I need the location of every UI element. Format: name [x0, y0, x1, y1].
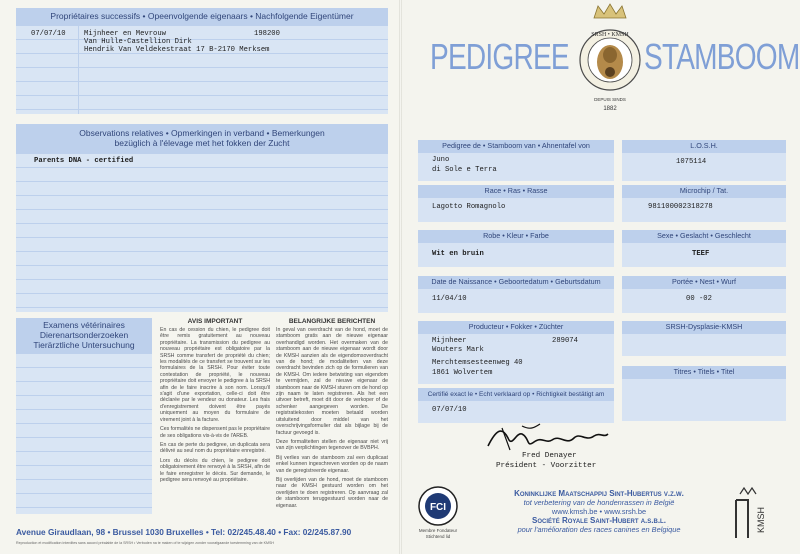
owners-table — [16, 26, 388, 114]
page-fold — [399, 0, 402, 554]
fci-caption-2: Stichtend lid — [425, 534, 451, 539]
birth-label: Date de Naissance • Geboortedatum • Geburtsdatum — [418, 276, 614, 289]
fci-caption-1: Membre Fondateur — [418, 528, 458, 533]
titles-label: Titres • Titels • Titel — [622, 366, 786, 379]
avis-important-title: AVIS IMPORTANT — [187, 318, 243, 325]
sexe-label: Sexe • Geslacht • Geschlecht — [622, 230, 786, 243]
president-signature-icon — [482, 420, 612, 456]
crest-ring-text: SRSH • KMSH — [591, 32, 629, 38]
fci-logo-icon — [418, 486, 458, 526]
avis-paragraph-1: En cas de cession du chien, le pedigree doit être remis gratuitement au nouveau propriétaire. La transmission du pedigree au nouveau propriétaire est obligatoire par la SRSH comme transfert de propriété du chien; les modalités de ce transfert se trouvent sur les formulaires de la SRSH. Pour éviter toute contestation de propriété, le nouveau propriétaire doit envoyer le pedigree à la SRSH afin de le faire inscrire à son nom. Lorsqu'il s'agit d'une exportation, celle-ci doit être déclarée par le vendeur ou donateur. Les frais d'enregistrement doivent être payés uniquement au moyen du formulaire de virement joint à la facture. — [160, 327, 270, 423]
dog-name-line-2: di Sole e Terra — [432, 166, 497, 174]
owner-number: 198200 — [254, 30, 280, 38]
title-pedigree: PEDIGREE — [430, 36, 569, 77]
society-line-2: tot verbetering van de hondenrassen in België — [523, 498, 675, 507]
microchip-label: Microchip / Tat. — [622, 185, 786, 198]
crest-motto: DEPUIS SINDS — [594, 97, 626, 102]
producer-label: Producteur • Fokker • Züchter — [418, 321, 614, 334]
society-line-3: www.kmsh.be • www.srsh.be — [551, 507, 647, 516]
dog-name-line-1: Juno — [432, 156, 450, 164]
owners-date-column — [78, 26, 79, 114]
belangrijke-berichten-title: BELANGRIJKE BERICHTEN — [288, 318, 376, 325]
birth-value: 11/04/10 — [432, 295, 467, 303]
producer-line-2: Wouters Mark — [432, 346, 484, 354]
portee-label: Portée • Nest • Wurf — [622, 276, 786, 289]
kmsh-logo-icon — [726, 486, 782, 542]
avis-paragraph-3: En cas de perte du pedigree, un duplicata sera délivré au seul nom du propriétaire enregistré. — [160, 441, 270, 455]
fine-print: Reproduction et modification interdites sans accord préalable de la SRSH • Verboden na te maken of te wijzigen zonder voorafgaande toestemming van de KMSH — [16, 541, 274, 545]
producer-line-3: Merchtemsesteenweg 40 — [432, 359, 523, 367]
crest-year: 1882 — [603, 106, 617, 112]
owner-line-1: Mijnheer en Mevrouw — [84, 30, 166, 38]
portee-value: 00 -02 — [686, 295, 712, 303]
losh-value: 1075114 — [676, 158, 707, 166]
belangrijke-berichten-text — [276, 327, 388, 517]
avis-important-text — [160, 327, 270, 517]
fci-text: FCI — [429, 502, 447, 513]
exams-table — [16, 354, 152, 514]
dysplasia-label: SRSH-Dysplasie-KMSH — [622, 321, 786, 334]
observations-header: Observations relatives • Opmerkingen in verband • Bemerkungen bezüglich à l'élevage met het fokken der Zucht — [16, 124, 388, 154]
signatory-name: Fred Denayer — [522, 452, 577, 460]
certified-value: 07/07/10 — [432, 406, 467, 414]
srsh-crest-icon — [576, 2, 644, 120]
dysplasia-box — [622, 334, 786, 356]
owner-line-2: Van Hulle-Castellion Dirk — [84, 38, 192, 46]
belang-paragraph-2: Deze formaliteiten stellen de eigenaar niet vrij van zijn verplichtingen tegenover de BVBPH. — [276, 438, 388, 452]
sexe-value: TEEF — [692, 250, 710, 258]
avis-paragraph-4: Lors du décès du chien, le pedigree doit obligatoirement être renvoyé à la SRSH, afin de le faire enregistrer le décès. Sur demande, le pedigree sera renvoyé au propriétaire. — [160, 457, 270, 483]
race-value: Lagotto Romagnolo — [432, 203, 506, 211]
producer-line-1: Mijnheer — [432, 337, 467, 345]
signatory-role: Président - Voorzitter — [496, 462, 597, 470]
owner-line-3: Hendrik Van Veldekestraat 17 B-2170 Merksem — [84, 46, 270, 54]
owner-date: 07/07/10 — [31, 30, 66, 38]
title-stamboom: STAMBOOM — [644, 36, 800, 77]
society-text — [474, 489, 724, 534]
belang-paragraph-3: Bij verlies van de stamboom zal een duplicaat enkel kunnen ingeschreven worden op de naam van de geregistreerde eigenaar. — [276, 454, 388, 474]
producer-number: 289074 — [552, 337, 578, 345]
microchip-value: 981100002318278 — [648, 203, 713, 211]
society-line-5: pour l'amélioration des races canines en Belgique — [517, 525, 681, 534]
belang-paragraph-4: Bij overlijden van de hond, moet de stamboom naar de KMSH gestuurd worden om het overlijden te doen registreren. Op aanvraag zal de stamboom teruggestuurd worden naar de eigenaar. — [276, 476, 388, 509]
observations-table — [16, 154, 388, 312]
address-line: Avenue Giraudlaan, 98 • Brussel 1030 Bruxelles • Tel: 02/245.48.40 • Fax: 02/245.87.90 — [16, 527, 352, 537]
titles-box — [622, 379, 786, 421]
belang-paragraph-1: In geval van overdracht van de hond, moet de stamboom gratis aan de nieuwe eigenaar overhandigd worden. Het overmaken van de stamboom aan de nieuwe eigenaar wordt door de KMSH aanzien als de eigendomsoverdracht van de hond; de modaliteiten van deze overdracht bevinden zich op de formulieren van de KMSH. Om iedere betwisting van eigendom te vermijden, zal de nieuwe eigenaar de stamboom naar de KMSH sturen om de hond op zijn naam te laten registreren. Als het een uitvoer betreft, moet dit door de verkoper of de schenker aangegeven worden. De registratiekosten moeten betaald worden uitsluitend door middel van het overschrijvingsformulier dat als bijlage bij de factuur gevoegd is. — [276, 327, 388, 436]
society-line-1: Koninklijke Maatschappij Sint-Hubertus v.z.w. — [514, 489, 684, 498]
avis-paragraph-2: Ces formalités ne dispensent pas le propriétaire de ses obligations vis-à-vis de l'AREB. — [160, 426, 270, 439]
robe-label: Robe • Kleur • Farbe — [418, 230, 614, 243]
losh-label: L.O.S.H. — [622, 140, 786, 153]
pedigree-label: Pedigree de • Stamboom van • Ahnentafel von — [418, 140, 614, 153]
observation-entry: Parents DNA - certified — [34, 157, 134, 165]
society-line-4: Société Royale Saint-Hubert a.s.b.l. — [532, 516, 666, 525]
exams-header: Examens vétérinaires Dierenartsonderzoeken Tierärztliche Untersuchung — [16, 318, 152, 354]
robe-value: Wit en bruin — [432, 250, 484, 258]
kmsh-logo-text: KMSH — [756, 506, 766, 534]
certified-label: Certifié exact le • Echt verklaard op • Richtigkeit bestätigt am — [418, 388, 614, 401]
owners-header: Propriétaires successifs • Opeenvolgende eigenaars • Nachfolgende Eigentümer — [16, 8, 388, 26]
producer-line-4: 1861 Wolvertem — [432, 369, 493, 377]
race-label: Race • Ras • Rasse — [418, 185, 614, 198]
